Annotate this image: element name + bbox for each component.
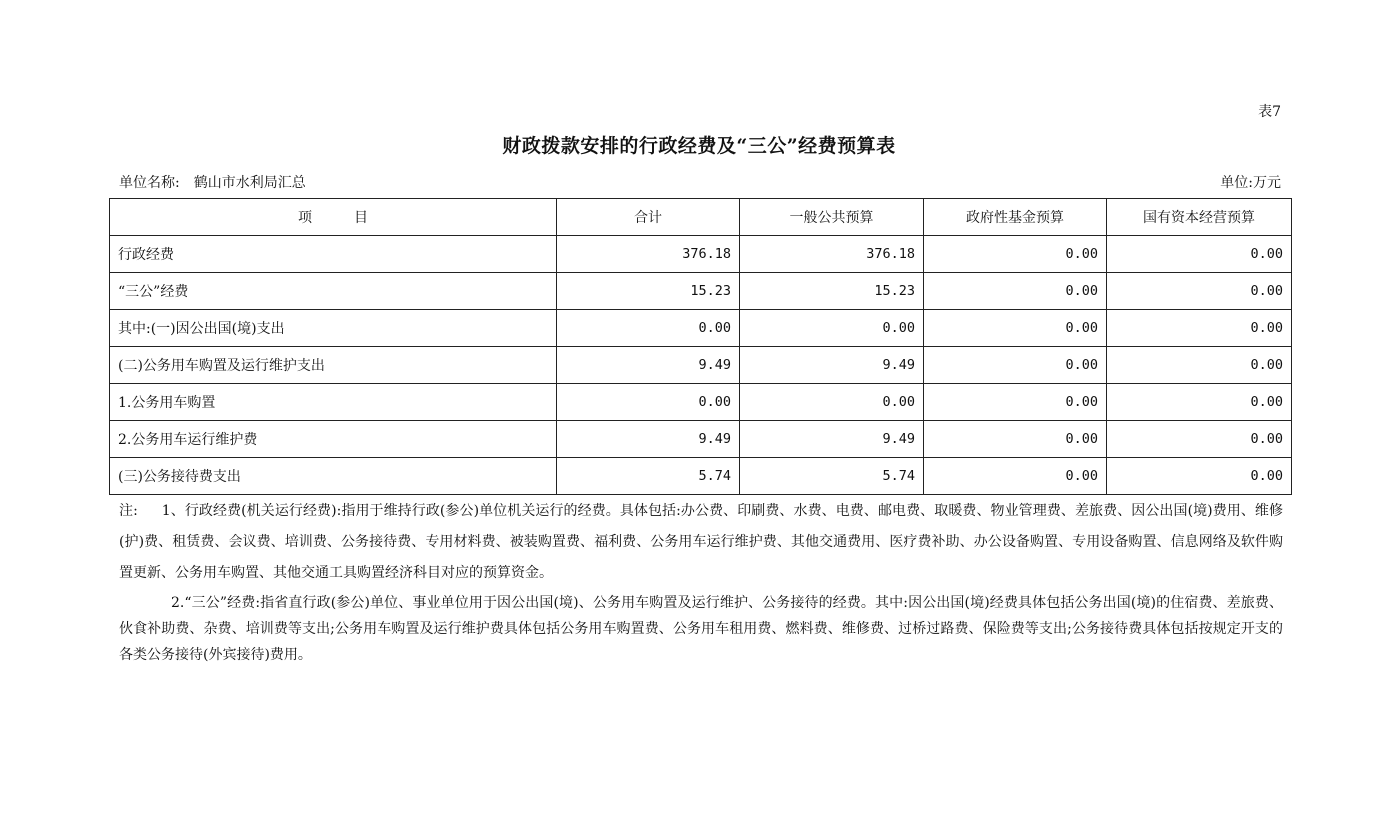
cell-item: 其中:(一)因公出国(境)支出 — [110, 310, 557, 347]
cell-item: 1.公务用车购置 — [110, 384, 557, 421]
column-header-general-budget: 一般公共预算 — [740, 199, 924, 236]
table-header-row — [110, 199, 1292, 236]
cell-capital-budget: 0.00 — [1107, 384, 1292, 421]
unit-name — [119, 172, 306, 192]
table-row — [110, 384, 1292, 421]
cell-capital-budget: 0.00 — [1107, 236, 1292, 273]
cell-capital-budget: 0.00 — [1107, 458, 1292, 495]
cell-fund-budget: 0.00 — [924, 458, 1107, 495]
meta-row — [119, 172, 1281, 192]
note-1 — [119, 496, 1283, 589]
currency-unit: 单位:万元 — [1220, 175, 1281, 191]
cell-fund-budget: 0.00 — [924, 384, 1107, 421]
cell-item: (三)公务接待费支出 — [110, 458, 557, 495]
cell-total: 0.00 — [557, 384, 740, 421]
cell-fund-budget: 0.00 — [924, 421, 1107, 458]
table-row — [110, 421, 1292, 458]
cell-general-budget: 0.00 — [740, 310, 924, 347]
note-1-text: 1、行政经费(机关运行经费):指用于维持行政(参公)单位机关运行的经费。具体包括:办公费、印刷费、水费、电费、邮电费、取暖费、物业管理费、差旅费、因公出国(境)费用、维修(护)费、租赁费、会议费、培训费、公务接待费、专用材料费、被装购置费、福利费、公务用车运行维护费、其他交通费用、医疗费补助、办公设备购置、专用设备购置、信息网络及软件购置更新、公务用车购置、其他交通工具购置经济科目对应的预算资金。 — [119, 503, 1284, 581]
cell-general-budget: 376.18 — [740, 236, 924, 273]
table-row — [110, 458, 1292, 495]
notes-label: 注: — [119, 503, 138, 519]
cell-general-budget: 9.49 — [740, 421, 924, 458]
table-row — [110, 310, 1292, 347]
cell-total: 0.00 — [557, 310, 740, 347]
table-row — [110, 273, 1292, 310]
page-title: 财政拨款安排的行政经费及“三公”经费预算表 — [502, 135, 896, 157]
cell-total: 9.49 — [557, 347, 740, 384]
table-number: 表7 — [1258, 104, 1281, 120]
cell-item: “三公”经费 — [110, 273, 557, 310]
unit-name-value: 鹤山市水利局汇总 — [193, 175, 306, 191]
cell-item: 行政经费 — [110, 236, 557, 273]
notes — [119, 496, 1283, 668]
cell-capital-budget: 0.00 — [1107, 310, 1292, 347]
cell-fund-budget: 0.00 — [924, 236, 1107, 273]
cell-total: 376.18 — [557, 236, 740, 273]
cell-total: 5.74 — [557, 458, 740, 495]
cell-total: 9.49 — [557, 421, 740, 458]
cell-item: (二)公务用车购置及运行维护支出 — [110, 347, 557, 384]
column-header-fund-budget: 政府性基金预算 — [924, 199, 1107, 236]
cell-fund-budget: 0.00 — [924, 347, 1107, 384]
table-body — [110, 236, 1292, 495]
cell-capital-budget: 0.00 — [1107, 273, 1292, 310]
cell-general-budget: 15.23 — [740, 273, 924, 310]
cell-capital-budget: 0.00 — [1107, 421, 1292, 458]
column-header-capital-budget: 国有资本经营预算 — [1107, 199, 1292, 236]
cell-general-budget: 5.74 — [740, 458, 924, 495]
table-row — [110, 236, 1292, 273]
cell-general-budget: 0.00 — [740, 384, 924, 421]
cell-item: 2.公务用车运行维护费 — [110, 421, 557, 458]
cell-total: 15.23 — [557, 273, 740, 310]
budget-table — [109, 198, 1292, 495]
table-row — [110, 347, 1292, 384]
column-header-item: 项 目 — [110, 199, 557, 236]
unit-name-label: 单位名称: — [119, 175, 180, 191]
column-header-total: 合计 — [557, 199, 740, 236]
cell-general-budget: 9.49 — [740, 347, 924, 384]
cell-fund-budget: 0.00 — [924, 273, 1107, 310]
cell-capital-budget: 0.00 — [1107, 347, 1292, 384]
note-2: 2.“三公”经费:指省直行政(参公)单位、事业单位用于因公出国(境)、公务用车购置及运行维护、公务接待的经费。其中:因公出国(境)经费具体包括公务出国(境)的住宿费、差旅费、伙食补助费、杂费、培训费等支出;公务用车购置及运行维护费具体包括公务用车购置费、公务用车租用费、燃料费、维修费、过桥过路费、保险费等支出;公务接待费具体包括按规定开支的各类公务接待(外宾接待)费用。 — [119, 595, 1283, 663]
cell-fund-budget: 0.00 — [924, 310, 1107, 347]
